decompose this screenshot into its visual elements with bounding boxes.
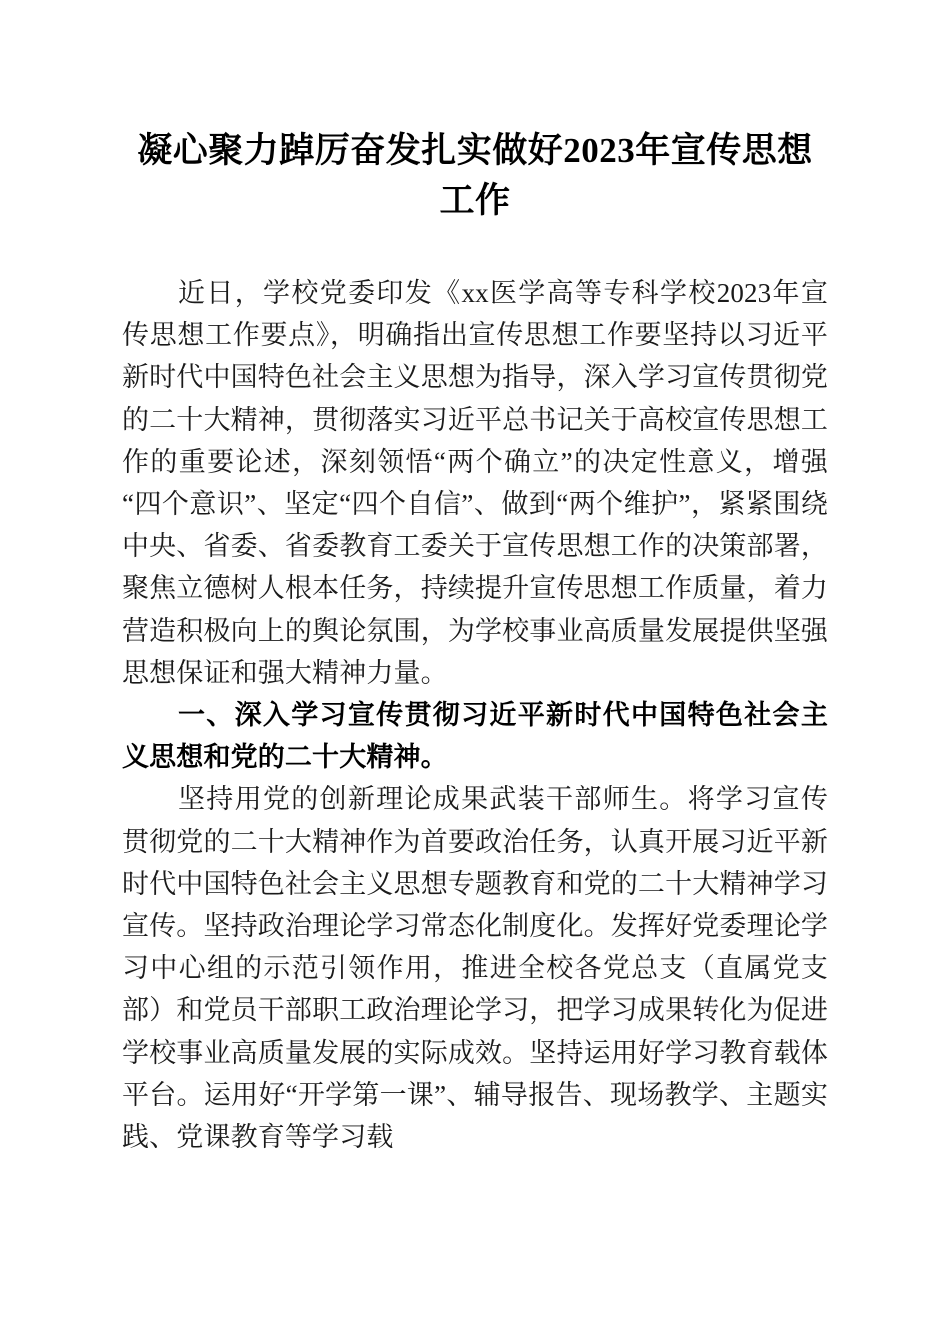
section-heading-one: 一、深入学习宣传贯彻习近平新时代中国特色社会主义思想和党的二十大精神。 (122, 700, 828, 773)
title-spacer (122, 226, 828, 272)
document-body (122, 126, 828, 1158)
paragraph-section-one-body: 坚持用党的创新理论成果武装干部师生。将学习宣传贯彻党的二十大精神作为首要政治任务，认真开展习近平新时代中国特色社会主义思想专题教育和党的二十大精神学习宣传。坚持政治理论学习常态化制度化。发挥好党委理论学习中心组的示范引领作用，推进全校各党总支（直属党支部）和党员干部职工政治理论学习，把学习成果转化为促进学校事业高质量发展的实际成效。坚持运用好学习教育载体平台。运用好“开学第一课”、辅导报告、现场教学、主题实践、党课教育等学习载 (122, 784, 828, 1153)
page-title: 凝心聚力踔厉奋发扎实做好2023年宣传思想工作 (137, 131, 813, 220)
paragraph-intro: 近日，学校党委印发《xx医学高等专科学校2023年宣传思想工作要点》，明确指出宣传思想工作要坚持以习近平新时代中国特色社会主义思想为指导，深入学习宣传贯彻党的二十大精神，贯彻落实习近平总书记关于高校宣传思想工作的重要论述，深刻领悟“两个确立”的决定性意义，增强“四个意识”、坚定“四个自信”、做到“两个维护”，紧紧围绕中央、省委、省委教育工委关于宣传思想工作的决策部署，聚焦立德树人根本任务，持续提升宣传思想工作质量，着力营造积极向上的舆论氛围，为学校事业高质量发展提供坚强思想保证和强大精神力量。 (122, 278, 828, 688)
